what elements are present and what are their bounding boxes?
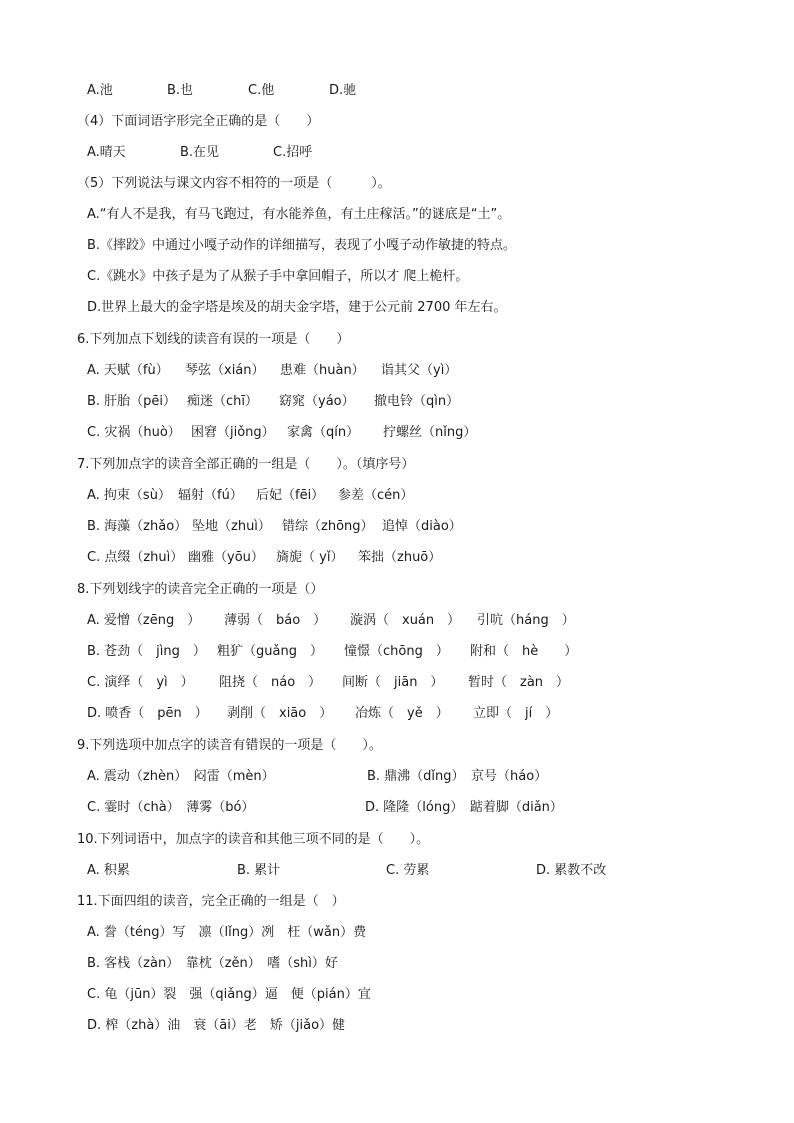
- option-item: 剥削（ xiāo ）: [227, 706, 333, 721]
- option-d: D.驰: [329, 83, 357, 98]
- option-item: 笨拙（zhuō）: [358, 550, 442, 565]
- question-text: 10.下列词语中，加点字的读音和其他三项不同的是（ ）。: [77, 832, 430, 847]
- option-item: C. 点缀（zhuì）: [87, 550, 184, 565]
- option-item: 困窘（jiǒng）: [191, 425, 275, 440]
- option-a: A.池: [87, 83, 113, 98]
- option-b: B.在见: [180, 145, 220, 160]
- question-text: 11.下面四组的读音，完全正确的一组是（ ）: [77, 894, 345, 909]
- option-item: C. 演绎（ yì ）: [87, 675, 194, 690]
- option-item: 琴弦（xián）: [185, 363, 265, 378]
- option-item: 辐射（fú）: [178, 488, 243, 503]
- option-d: D. 累教不改: [536, 863, 607, 878]
- option-item: 粗犷（guǎng ）: [217, 644, 323, 659]
- option-item: 家禽（qín）: [287, 425, 360, 440]
- option-c: C. 劳累: [386, 863, 430, 878]
- question-text: 9.下列选项中加点字的读音有错误的一项是（ ）。: [77, 738, 382, 753]
- option-item: 憧憬（chōng ）: [344, 644, 449, 659]
- option-b: B. 累计: [237, 863, 281, 878]
- option-item: D. 隆隆（lóng） 踮着脚（diǎn）: [365, 800, 563, 815]
- option-item: 冶炼（ yě ）: [355, 706, 449, 721]
- option-item: 间断（ jiān ）: [342, 675, 444, 690]
- option-item: 幽雅（yōu）: [188, 550, 264, 565]
- option-item: B. 鼎沸（dǐng） 京号（háo）: [367, 769, 548, 784]
- option-item: 坠地（zhuì）: [192, 519, 271, 534]
- option-item: 薄弱（ báo ）: [224, 613, 327, 628]
- option-item: 窈窕（yáo）: [279, 394, 355, 409]
- option-item: 附和（ hè ）: [470, 644, 578, 659]
- option-b: B.也: [167, 83, 194, 98]
- option-item: 暂时（ zàn ）: [468, 675, 570, 690]
- option-item: A. 震动（zhèn） 闷雷（mèn）: [87, 769, 275, 784]
- option-text: A. 誊（téng）写 凛（lǐng）冽 枉（wǎn）费: [87, 925, 367, 940]
- option-item: 后妃（fēi）: [256, 488, 325, 503]
- question-text: 8.下列划线字的读音完全正确的一项是（）: [77, 582, 324, 597]
- option-item: B. 肝胎（pēi）: [87, 394, 177, 409]
- option-c: C.招呼: [273, 145, 313, 160]
- option-item: 撤电铃（qìn）: [374, 394, 460, 409]
- option-item: B. 海藻（zhǎo）: [87, 519, 188, 534]
- question-text: （5）下列说法与课文内容不相符的一项是（ ）。: [77, 176, 391, 191]
- option-item: D. 喷香（ pēn ）: [87, 706, 208, 721]
- option-item: 引吭（háng ）: [477, 613, 575, 628]
- option-text: B.《摔跤》中通过小嘎子动作的详细描写，表现了小嘎子动作敏捷的特点。: [87, 238, 517, 253]
- question-text: 7.下列加点字的读音全部正确的一组是（ ）。（填序号）: [77, 457, 415, 472]
- option-item: 漩涡（ xuán ）: [350, 613, 461, 628]
- option-item: 旖旎（ yǐ）: [276, 550, 344, 565]
- option-text: A.“有人不是我，有马飞跑过，有水能养鱼，有土庄稼活。”的谜底是“土”。: [87, 207, 511, 222]
- option-a: A.晴天: [87, 145, 126, 160]
- option-item: C. 灾祸（huò）: [87, 425, 181, 440]
- question-text: （4）下面词语字形完全正确的是（ ）: [77, 114, 320, 129]
- option-text: D.世界上最大的金字塔是埃及的胡夫金字塔，建于公元前 2700 年左右。: [87, 300, 507, 315]
- option-text: C.《跳水》中孩子是为了从猴子手中拿回帽子，所以才 爬上桅杆。: [87, 269, 469, 284]
- option-item: 患难（huàn）: [280, 363, 365, 378]
- option-item: 诣其父（yì）: [381, 363, 458, 378]
- option-item: A. 天赋（fù）: [87, 363, 169, 378]
- option-item: 拧螺丝（nǐng）: [383, 425, 477, 440]
- option-item: A. 爱憎（zēng ）: [87, 613, 201, 628]
- option-item: 参差（cén）: [338, 488, 414, 503]
- option-text: B. 客栈（zàn） 靠枕（zěn） 嗜（shì）好: [87, 956, 338, 971]
- option-item: B. 苍劲（ jìng ）: [87, 644, 206, 659]
- option-item: C. 霎时（chà） 薄雾（bó）: [87, 800, 255, 815]
- option-text: C. 龟（jūn）裂 强（qiǎng）逼 便（pián）宜: [87, 987, 371, 1002]
- option-item: 追悼（diào）: [382, 519, 462, 534]
- option-a: A. 积累: [87, 863, 130, 878]
- question-text: 6.下列加点下划线的读音有误的一项是（ ）: [77, 332, 350, 347]
- option-text: D. 榨（zhà）油 衰（āi）老 矫（jiǎo）健: [87, 1018, 346, 1033]
- option-item: 阻挠（ náo ）: [219, 675, 322, 690]
- option-item: A. 拘束（sù）: [87, 488, 171, 503]
- option-item: 错综（zhōng）: [282, 519, 374, 534]
- option-item: 立即（ jí ）: [473, 706, 559, 721]
- option-c: C.他: [248, 83, 275, 98]
- option-item: 痴迷（chī）: [187, 394, 258, 409]
